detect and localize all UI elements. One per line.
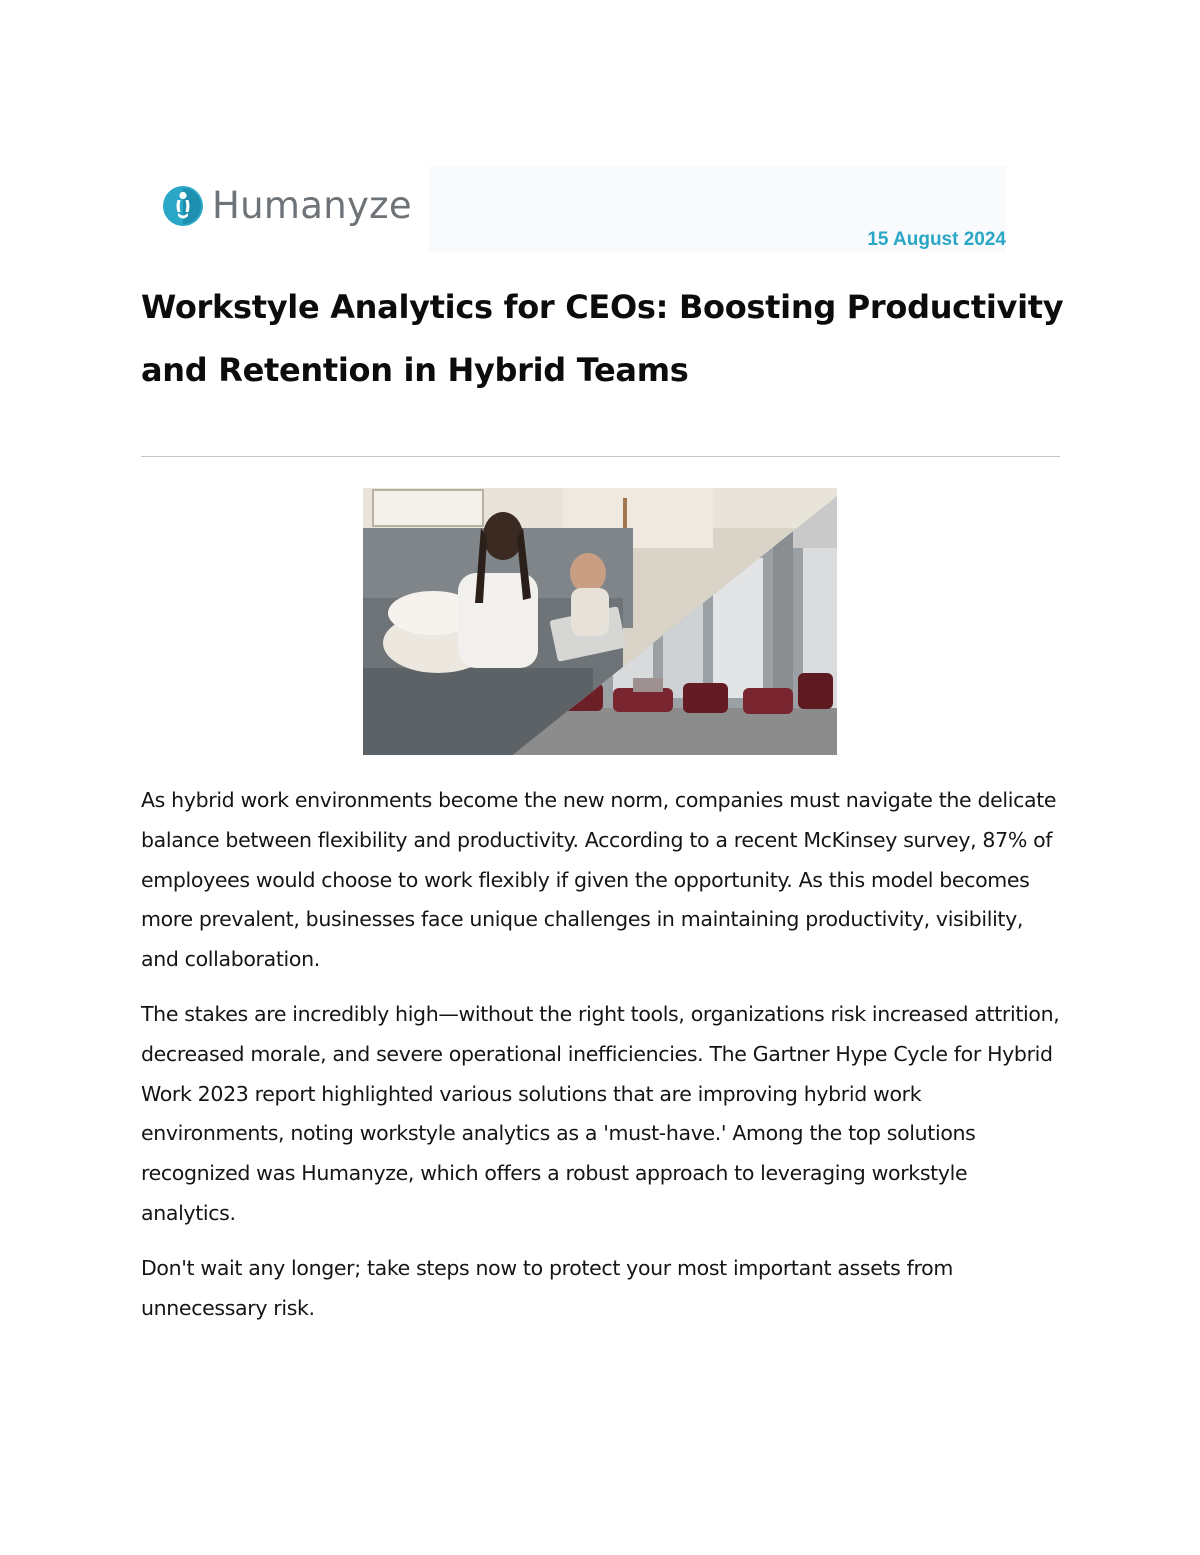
document-header [162,166,1006,252]
brand-name: Humanyze [212,184,412,227]
title-divider [141,456,1060,457]
body-paragraph: Don't wait any longer; take steps now to protect your most important assets from unnecessary risk. [141,1255,953,1320]
hero-image [363,488,837,755]
humanyze-logo-icon [162,185,204,227]
body-paragraph: As hybrid work environments become the new norm, companies must navigate the delicate balance between flexibility and productivity. According to a recent McKinsey survey, 87% of employees would choose to work flexibly if given the opportunity. As this model becomes more prevalent, businesses face unique challenges in maintaining productivity, visibility, and collaboration. [141,788,1057,972]
brand-logo [162,183,412,229]
article-title: Workstyle Analytics for CEOs: Boosting Productivity and Retention in Hybrid Teams [141,288,1064,389]
body-paragraph: The stakes are incredibly high—without the right tools, organizations risk increased attrition, decreased morale, and severe operational inefficiencies. The Gartner Hype Cycle for Hybrid Work 2023 report highlighted various solutions that are improving hybrid work environments, noting workstyle analytics as a 'must-have.' Among the top solutions recognized was Humanyze, which offers a robust approach to leveraging workstyle analytics. [141,1001,1060,1225]
article-body [141,781,1066,1343]
publication-date: 15 August 2024 [867,229,1006,250]
